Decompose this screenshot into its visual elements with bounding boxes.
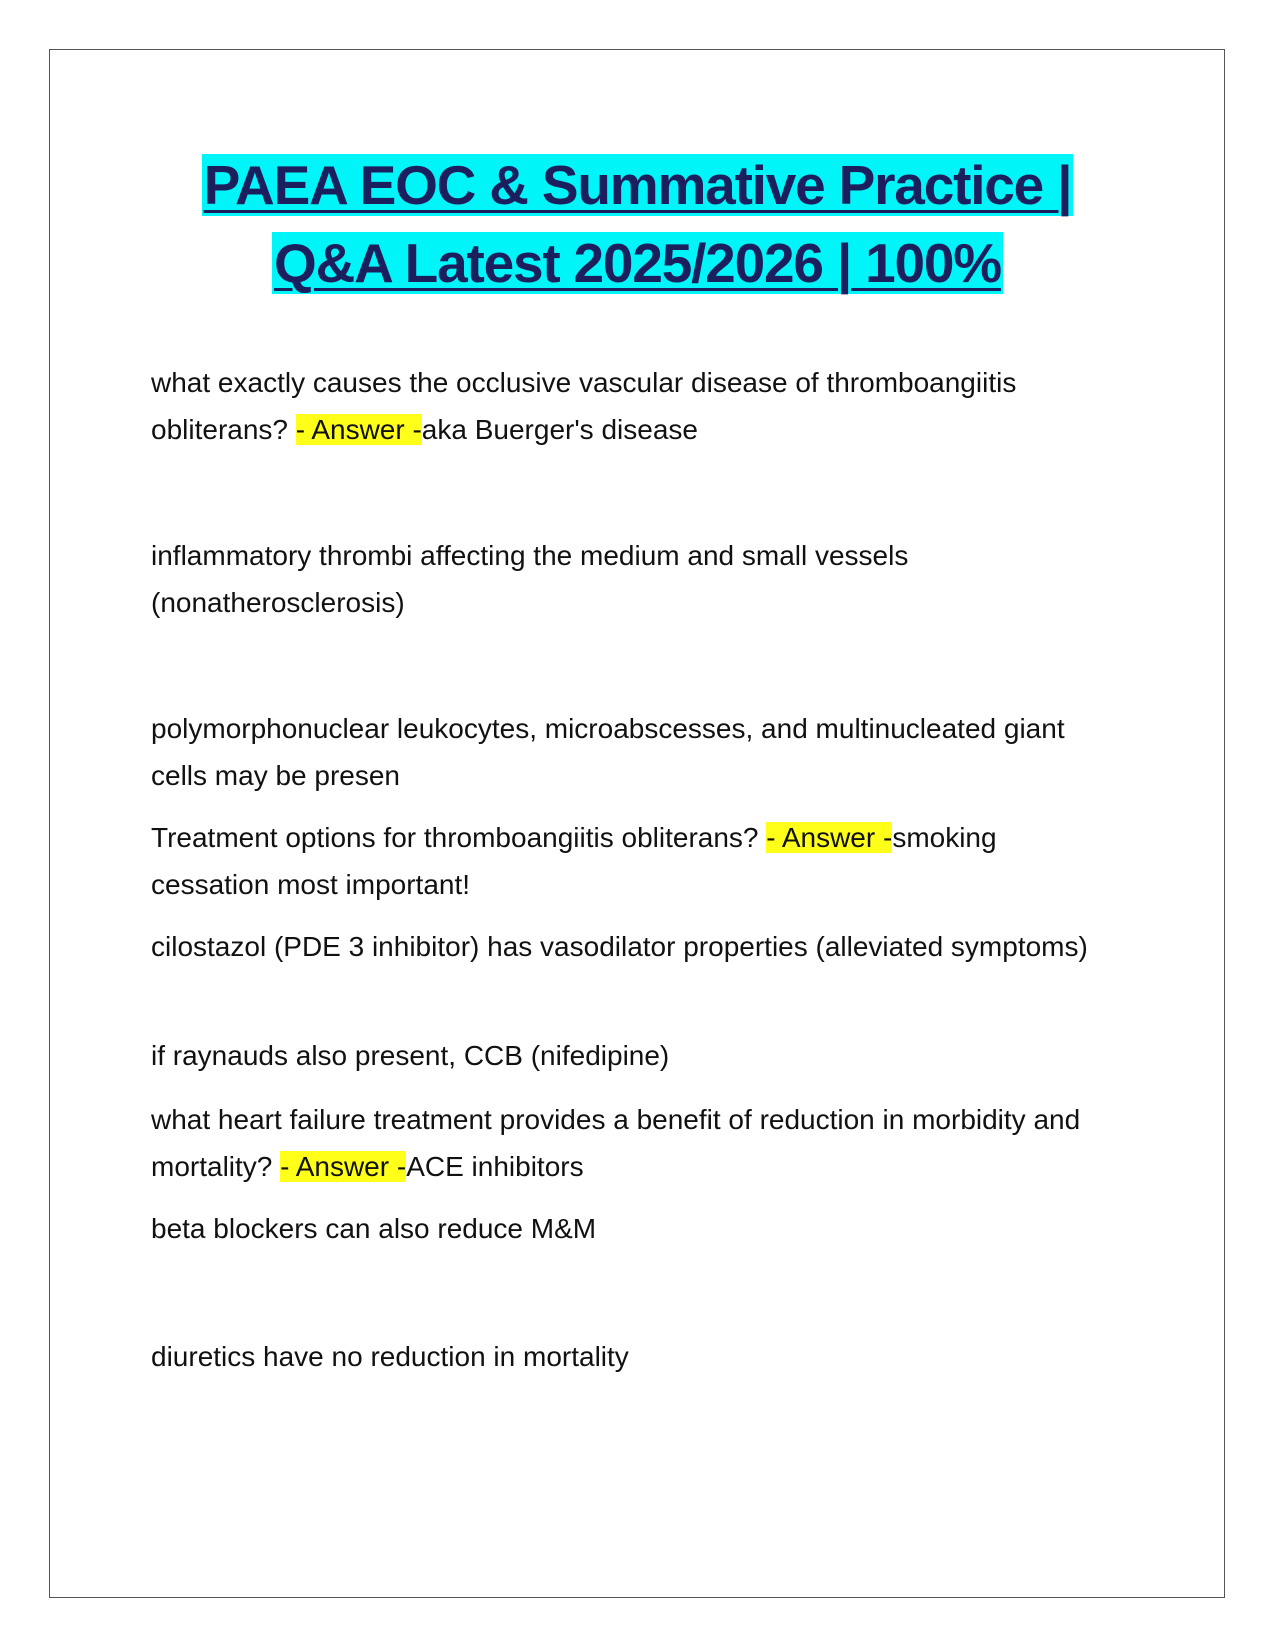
qa-paragraph-4 xyxy=(151,814,1111,908)
text-paragraph-2: inflammatory thrombi affecting the medium and small vessels (nonatherosclerosis) xyxy=(151,540,909,618)
text-paragraph-5: cilostazol (PDE 3 inhibitor) has vasodilator properties (alleviated symptoms) xyxy=(151,931,1088,962)
text-paragraph-3: polymorphonuclear leukocytes, microabscesses, and multinucleated giant cells may be presen xyxy=(151,713,1065,791)
answer-marker: - Answer - xyxy=(295,414,422,445)
answer-text: smoking cessation most important! xyxy=(151,822,997,900)
answer-text: aka Buerger's disease xyxy=(421,414,698,445)
qa-paragraph-7 xyxy=(151,1096,1111,1190)
question-text: what exactly causes the occlusive vascular disease of thromboangiitis obliterans? xyxy=(151,367,1017,445)
text-paragraph-8: beta blockers can also reduce M&M xyxy=(151,1213,597,1244)
answer-marker: - Answer - xyxy=(766,822,893,853)
answer-marker: - Answer - xyxy=(280,1151,407,1182)
title-line-2: Q&A Latest 2025/2026 | 100% xyxy=(274,232,1001,294)
answer-text: ACE inhibitors xyxy=(406,1151,584,1182)
document-title xyxy=(80,146,1195,302)
text-paragraph-6: if raynauds also present, CCB (nifedipine) xyxy=(151,1040,670,1071)
qa-paragraph-1 xyxy=(151,359,1111,453)
title-line-1: PAEA EOC & Summative Practice | xyxy=(203,154,1072,216)
text-paragraph-9: diuretics have no reduction in mortality xyxy=(151,1341,629,1372)
question-text: Treatment options for thromboangiitis obliterans? xyxy=(151,822,767,853)
question-text: what heart failure treatment provides a benefit of reduction in morbidity and mortality? xyxy=(151,1104,1081,1182)
